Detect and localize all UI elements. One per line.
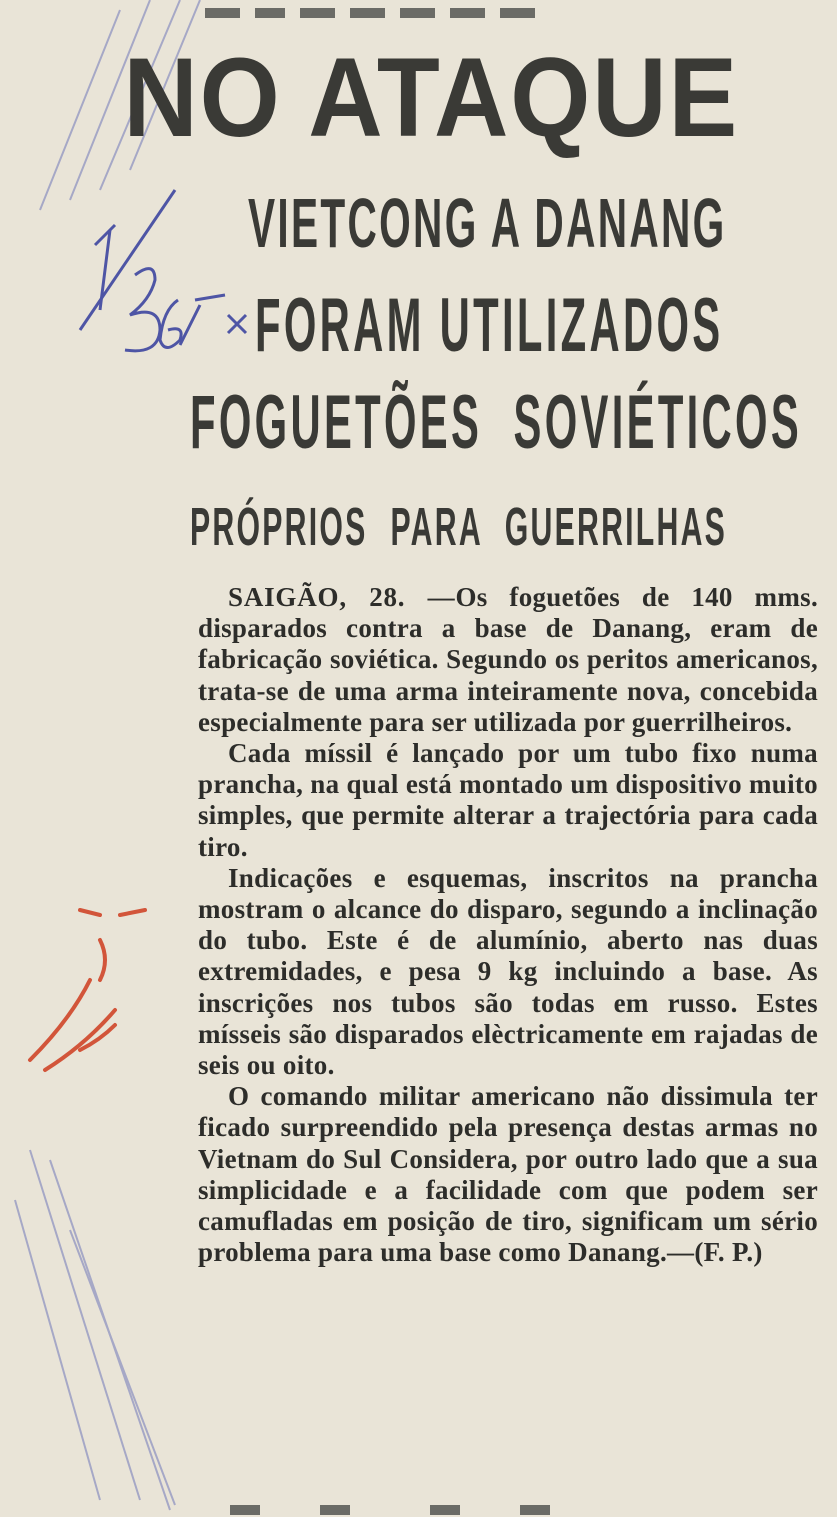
article-paragraph: Indicações e esquemas, inscritos na prancha mostram o alcance do disparo, segundo a inclinação do tubo. Este é de alumínio, aberto nas duas extremidades, e pesa 9 kg incluindo a base. As inscrições nos tubos são todas em russo. Estes mísseis são disparados elèctricamente em rajadas de seis ou oito. [198,862,818,1081]
headline-line-1: NO ATAQUE [123,35,740,160]
article-paragraph: Cada míssil é lançado por um tubo fixo numa prancha, na qual está montado um dispositivo muito simples, que permite alterar a trajectória para cada tiro. [198,738,818,862]
article-body [198,582,818,1268]
paragraph-text: Os foguetões de 140 mms. disparados contra a base de Danang, eram de fabricação soviética. Segundo os peritos americanos, trata-se de uma arma inteiramente nova, concebida especialmente para ser utilizada por guerrilheiros. [198,582,818,737]
article-paragraph: O comando militar americano não dissimula ter ficado surpreendido pela presença destas armas no Vietnam do Sul Considera, por outro lado que a sua simplicidade e a facilidade com que podem ser camufladas em posição de tiro, significam um sério problema para uma base como Danang.—(F. P.) [198,1081,818,1268]
dateline: SAIGÃO, 28. — [228,582,456,612]
headline-line-4: FOGUETÕES SOVIÉTICOS [190,380,803,465]
headline-line-2: VIETCONG A DANANG [248,184,727,262]
article-paragraph [198,582,818,738]
headline-line-5: PRÓPRIOS PARA GUERRILHAS [190,497,728,557]
headline-line-3: FORAM UTILIZADOS [255,283,724,368]
